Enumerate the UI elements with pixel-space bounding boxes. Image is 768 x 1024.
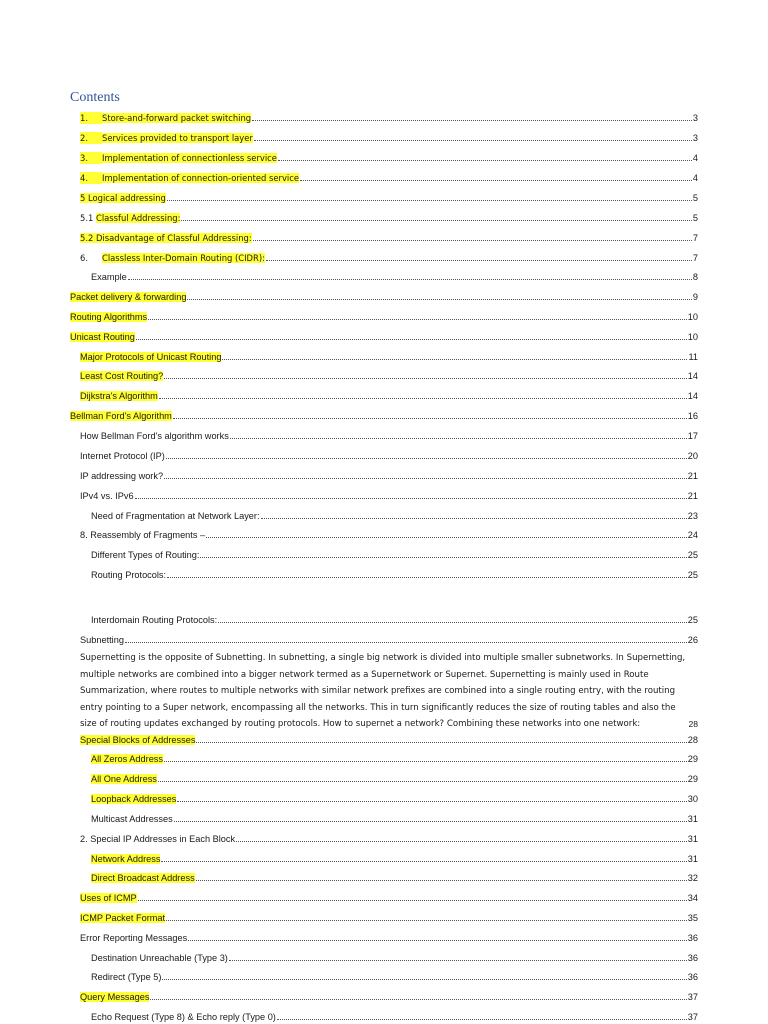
toc-entry-page: 9 [692,292,698,302]
toc-entry[interactable] [91,791,698,805]
toc-entry-label: IP addressing work? [80,471,164,481]
toc-entry-page: 3 [692,113,698,123]
dot-leader [148,318,687,320]
toc-entry-page: 28 [687,735,698,745]
toc-entry[interactable] [80,930,698,944]
toc-entry-label: 2. Special IP Addresses in Each Block [80,834,236,844]
toc-entry-number: 3. [80,152,102,164]
toc-entry-page: 20 [687,451,698,461]
dot-leader [158,780,687,782]
toc-entry-page: 24 [687,530,698,540]
toc-entry-label: 6. Classless Inter-Domain Routing (CIDR): [80,253,265,263]
toc-entry[interactable] [91,269,698,283]
toc-entry-label: Echo Request (Type 8) & Echo reply (Type 0) [91,1012,276,1022]
dot-leader [166,919,687,921]
toc-entry-label: 4. Implementation of connection-oriented service [80,173,299,183]
toc-entry-label: Uses of ICMP [80,893,137,903]
toc-entry-page: 29 [687,774,698,784]
toc-entry-page: 30 [687,794,698,804]
toc-entry[interactable] [80,170,698,184]
toc-entry-page: 25 [687,615,698,625]
toc-entry-label: Multicast Addresses [91,814,173,824]
toc-entry-label: Different Types of Routing: [91,550,200,560]
toc-entry[interactable] [70,309,698,323]
toc-entry[interactable] [91,547,698,561]
toc-entry[interactable] [91,771,698,785]
dot-leader [253,239,692,241]
toc-entry-page: 21 [687,491,698,501]
toc-entry[interactable] [80,190,698,204]
toc-entry-label: Bellman Ford's Algorithm [70,411,172,421]
toc-entry-label: Interdomain Routing Protocols: [91,615,218,625]
toc-entry-page: 32 [687,873,698,883]
toc-entry-page: 11 [688,352,698,362]
dot-leader [164,377,687,379]
dot-leader [254,139,692,141]
toc-entry[interactable] [91,1009,698,1023]
toc-entry-label: Routing Algorithms [70,312,148,322]
toc-entry-page: 25 [687,570,698,580]
toc-entry-label: 2. Services provided to transport layer [80,133,253,143]
toc-entry-page: 36 [687,972,698,982]
toc-entry-page: 21 [687,471,698,481]
toc-entry[interactable] [80,831,698,845]
toc-entry-label: Unicast Routing [70,332,135,342]
dot-leader [196,879,687,881]
toc-entry-page: 4 [692,173,698,183]
toc-entry[interactable] [80,732,698,746]
toc-entry[interactable] [91,508,698,522]
toc-entry-page: 5 [692,193,698,203]
dot-leader [174,820,687,822]
dot-leader [229,959,687,961]
toc-entry[interactable] [70,329,698,343]
toc-entry-number: 6. [80,253,88,263]
toc-entry[interactable] [91,751,698,765]
toc-entry[interactable] [70,408,698,422]
toc-entry-label: Subnetting [80,635,124,645]
dot-leader [266,259,692,261]
dot-leader [161,860,686,862]
toc-entry-label: Loopback Addresses [91,794,177,804]
toc-entry-label: 3. Implementation of connectionless service [80,153,277,163]
toc-entry[interactable] [80,989,698,1003]
toc-entry-page: 8 [692,272,698,282]
toc-entry-label: Dijkstra's Algorithm [80,391,158,401]
dot-leader [136,338,687,340]
dot-leader [222,358,687,360]
toc-entry-page: 10 [687,332,698,342]
toc-entry-label: 8. Reassembly of Fragments – [80,530,206,540]
toc-entry-page: 29 [687,754,698,764]
toc-entry-label: Redirect (Type 5) [91,972,162,982]
toc-entry-label: Query Messages [80,992,150,1002]
toc-entry[interactable] [80,230,698,244]
toc-entry[interactable] [80,428,698,442]
toc-entry-number: 1. [80,112,102,124]
toc-entry[interactable] [80,488,698,502]
toc-entry-page: 23 [687,511,698,521]
dot-leader [181,219,691,221]
toc-entry-label: Error Reporting Messages [80,933,188,943]
toc-entry-page: 16 [687,411,698,421]
toc-entry-page: 26 [687,635,698,645]
dot-leader [162,978,686,980]
dot-leader [167,199,692,201]
toc-entry[interactable] [80,110,698,124]
toc-entry-page: 31 [687,854,698,864]
paragraph-text: Supernetting is the opposite of Subnetting. In subnetting, a single big network is divided into multiple smaller subnetworks. In Supernetting, multiple networks are combined into a bigger network termed as a Supernetwork or Supernet. Supernetting is mainly used in Route Summarization, where routes to multiple networks with similar network prefixes are combined into a single routing entry, with the routing entry pointing to a Super network, encompassing all the networks. This in turn significantly reduces the size of routing tables and also the size of routing updates exchanged by routing protocols. How to supernet a network? Combining these networks into one network: [80,653,686,729]
toc-entry[interactable] [91,811,698,825]
toc-entry[interactable] [80,368,698,382]
toc-entry-label: Destination Unreachable (Type 3) [91,953,228,963]
toc-entry[interactable] [80,388,698,402]
paragraph-page: 28 [688,719,698,729]
toc-entry-label: Internet Protocol (IP) [80,451,165,461]
toc-entry-label: Special Blocks of Addresses [80,735,196,745]
dot-leader [218,621,687,623]
toc-entry[interactable] [80,448,698,462]
dot-leader [166,457,687,459]
toc-entry-label: Routing Protocols: [91,570,167,580]
toc-entry[interactable] [80,130,698,144]
dot-leader [138,899,687,901]
dot-leader [125,641,687,643]
toc-entry-page: 7 [692,233,698,243]
toc-entry[interactable] [80,910,698,924]
dot-leader [173,417,687,419]
toc-entry[interactable] [70,289,698,303]
toc-entry[interactable] [80,632,698,646]
toc-entry-page: 7 [692,253,698,263]
dot-leader [128,278,692,280]
toc-entry-label: All One Address [91,774,157,784]
toc-entry-label: 1. Store-and-forward packet switching [80,113,252,123]
toc-entry[interactable] [80,210,698,224]
toc-entry-label: 5 Logical addressing [80,193,166,203]
toc-entry[interactable] [80,468,698,482]
dot-leader [187,298,691,300]
toc-entry[interactable] [91,950,698,964]
toc-entry[interactable] [91,612,698,626]
toc-entry-page: 4 [692,153,698,163]
toc-entry-page: 37 [687,992,698,1002]
toc-entry-page: 3 [692,133,698,143]
toc-entry-label: 5.1 Classful Addressing: [80,213,181,223]
dot-leader [196,741,686,743]
toc-entry-page: 14 [687,391,698,401]
supernetting-paragraph[interactable] [80,650,698,733]
toc-entry-page: 37 [687,1012,698,1022]
toc-entry[interactable] [91,870,698,884]
dot-leader [177,800,686,802]
toc-entry-page: 34 [687,893,698,903]
toc-entry-number: 4. [80,172,102,184]
toc-entry-page: 35 [687,913,698,923]
dot-leader [261,517,687,519]
dot-leader [278,159,692,161]
toc-entry-number: 2. [80,132,102,144]
toc-entry-label: IPv4 vs. IPv6 [80,491,134,501]
dot-leader [188,939,687,941]
toc-entry-page: 36 [687,933,698,943]
dot-leader [230,437,687,439]
toc-entry-label: Need of Fragmentation at Network Layer: [91,511,260,521]
dot-leader [135,497,687,499]
toc-entry-page: 10 [687,312,698,322]
dot-leader [206,536,687,538]
toc-entry-page: 31 [687,814,698,824]
toc-entry-label: How Bellman Ford's algorithm works [80,431,229,441]
toc-entry[interactable] [80,527,698,541]
toc-entry-label: Network Address [91,854,161,864]
dot-leader [159,397,687,399]
dot-leader [300,179,692,181]
dot-leader [252,119,692,121]
dot-leader [236,840,687,842]
dot-leader [200,556,686,558]
toc-entry-page: 17 [687,431,698,441]
toc-entry-page: 36 [687,953,698,963]
dot-leader [150,998,686,1000]
dot-leader [277,1018,687,1020]
toc-entry[interactable] [80,150,698,164]
toc-entry-page: 5 [692,213,698,223]
toc-entry-page: 31 [687,834,698,844]
toc-entry-label: Direct Broadcast Address [91,873,195,883]
toc-entry-page: 25 [687,550,698,560]
toc-entry[interactable] [91,851,698,865]
toc-entry-label: Example [91,272,127,282]
toc-entry[interactable] [91,567,698,581]
dot-leader [164,760,687,762]
toc-entry[interactable] [80,349,698,363]
dot-leader [167,576,687,578]
toc-entry-label: Packet delivery & forwarding [70,292,187,302]
toc-entry-page: 14 [687,371,698,381]
toc-entry[interactable] [80,250,698,264]
toc-entry-label: Least Cost Routing? [80,371,164,381]
toc-entry-label: ICMP Packet Format [80,913,166,923]
page-title: Contents [70,90,120,105]
toc-entry-label: 5.2 Disadvantage of Classful Addressing: [80,233,252,243]
toc-entry-label: Major Protocols of Unicast Routing [80,352,222,362]
toc-entry[interactable] [91,969,698,983]
toc-entry-label: All Zeros Address [91,754,163,764]
dot-leader [164,477,687,479]
toc-entry[interactable] [80,890,698,904]
